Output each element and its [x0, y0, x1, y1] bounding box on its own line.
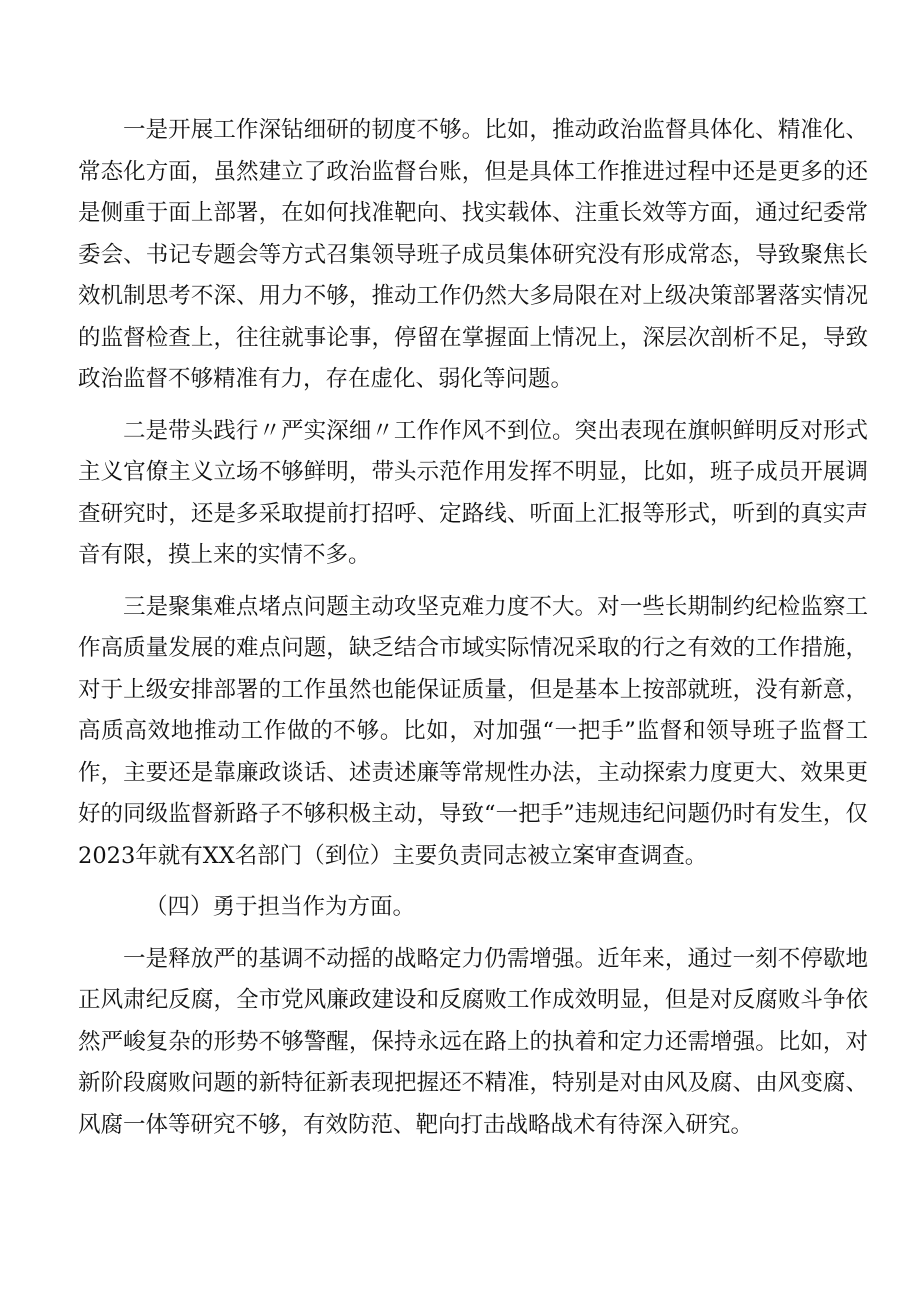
paragraph-strategic-resolve: 一是释放严的基调不动摇的战略定力仍需增强。近年来，通过一刻不停歇地正风肃纪反腐，全市党风廉政建设和反腐败工作成效明显，但是对反腐败斗争依然严峻复杂的形势不够警醒，保持永远在路上的执着和定力还需增强。比如，对新阶段腐败问题的新特征新表现把握还不精准，特别是对由风及腐、由风变腐、风腐一体等研究不够，有效防范、靶向打击战略战术有待深入研究。	[78, 945, 868, 1138]
paragraph-difficult-issues: 三是聚集难点堵点问题主动攻坚克难力度不大。对一些长期制约纪检监察工作高质量发展的难点问题，缺乏结合市域实际情况采取的行之有效的工作措施，对于上级安排部署的工作虽然也能保证质量，但是基本上按部就班，没有新意，高质高效地推动工作做的不够。比如，对加强“一把手”监督和领导班子监督工作，主要还是靠廉政谈话、述责述廉等常规性办法，主动探索力度更大、效果更好的同级监督新路子不够积极主动，导致“一把手”违规违纪问题仍时有发生，仅2023年就有XX名部门（到位）主要负责同志被立案审查调查。	[78, 593, 868, 869]
document-body	[78, 110, 868, 1146]
paragraph-political-supervision: 一是开展工作深钻细研的韧度不够。比如，推动政治监督具体化、精准化、常态化方面，虽然建立了政治监督台账，但是具体工作推进过程中还是更多的还是侧重于面上部署，在如何找准靶向、找实载体、注重长效等方面，通过纪委常委会、书记专题会等方式召集领导班子成员集体研究没有形成常态，导致聚焦长效机制思考不深、用力不够，推动工作仍然大多局限在对上级决策部署落实情况的监督检查上，往往就事论事，停留在掌握面上情况上，深层次剖析不足，导致政治监督不够精准有力，存在虚化、弱化等问题。	[78, 117, 868, 392]
paragraph-work-style: 二是带头践行〃严实深细〃工作作风不到位。突出表现在旗帜鲜明反对形式主义官僚主义立场不够鲜明，带头示范作用发挥不明显，比如，班子成员开展调查研究时，还是多采取提前打招呼、定路线、听面上汇报等形式，听到的真实声音有限，摸上来的实情不多。	[78, 417, 868, 568]
section-heading-responsibility: （四）勇于担当作为方面。	[145, 894, 416, 920]
